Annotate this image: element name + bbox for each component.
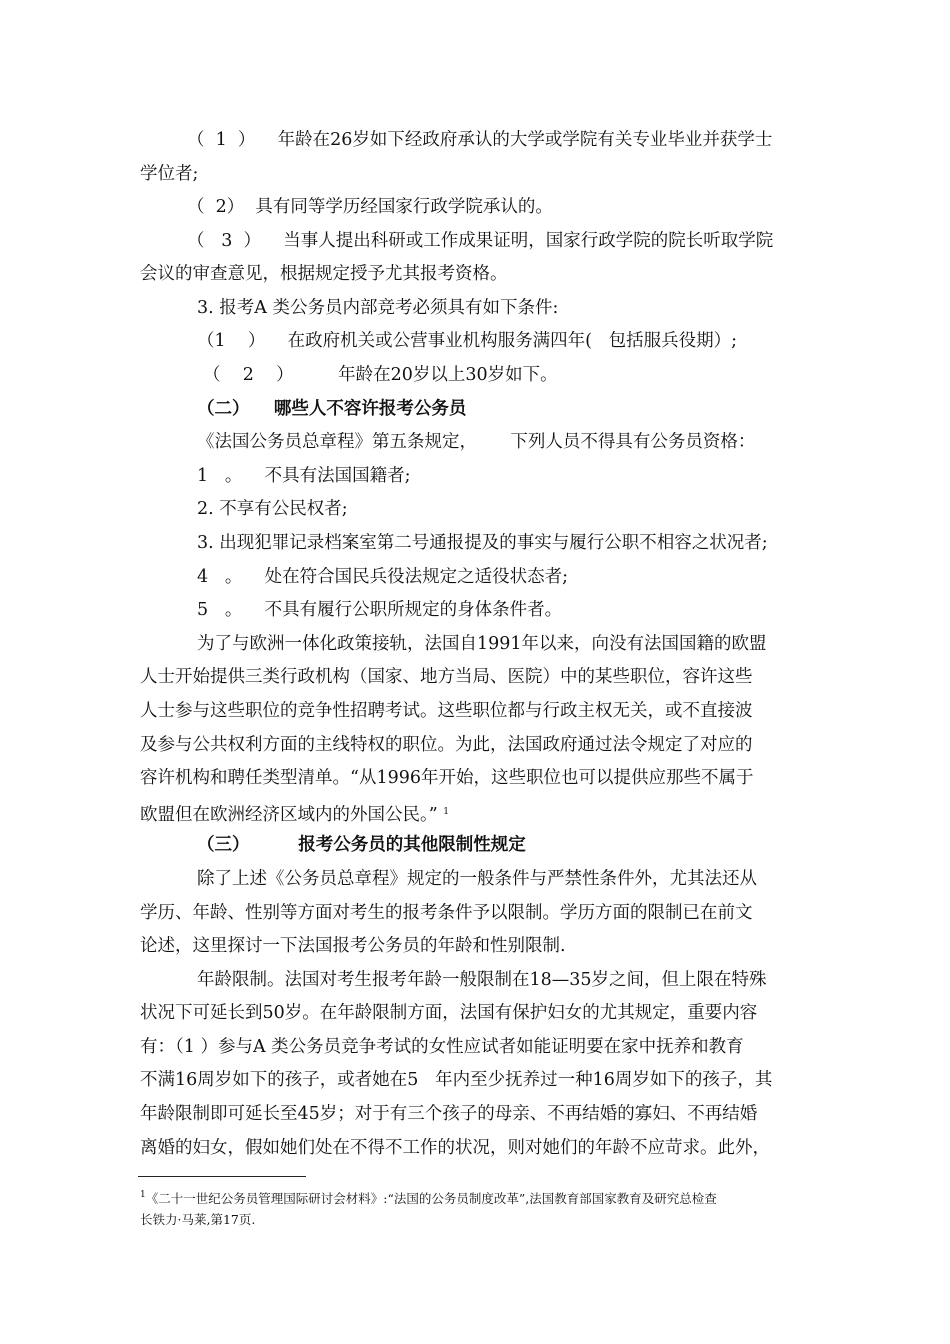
paragraph-line: 离婚的妇女，假如她们处在不得不工作的状况，则对她们的年龄不应苛求。此外，: [140, 1138, 770, 1158]
list-item: 5 。 不具有履行公职所规定的身体条件者。: [197, 600, 563, 620]
footnote-separator: [138, 1176, 306, 1177]
section-heading: （三） 报考公务员的其他限制性规定: [197, 835, 526, 855]
paragraph-line: [140, 800, 449, 827]
section-heading: （二） 哪些人不容许报考公务员: [197, 399, 467, 419]
paragraph-line: （ 2） 具有同等学历经国家行政学院承认的。: [187, 197, 553, 217]
paragraph-line: 年龄限制即可延长至45岁；对于有三个孩子的母亲、不再结婚的寡妇、不再结婚: [140, 1104, 758, 1124]
paragraph-line: 除了上述《公务员总章程》规定的一般条件与严禁性条件外，尤其法还从: [197, 869, 757, 889]
list-item: 3. 出现犯罪记录档案室第二号通报提及的事实与履行公职不相容之状况者;: [197, 533, 768, 553]
paragraph-line: 年龄限制。法国对考生报考年龄一般限制在18—35岁之间，但上限在特殊: [197, 970, 767, 990]
list-item: 2. 不享有公民权者;: [197, 499, 348, 519]
paragraph-text: 欧盟但在欧洲经济区域内的外国公民。”: [140, 805, 438, 825]
paragraph-line: 论述，这里探讨一下法国报考公务员的年龄和性别限制.: [140, 936, 566, 956]
paragraph-line: 《法国公务员总章程》第五条规定， 下列人员不得具有公务员资格：: [197, 432, 756, 452]
paragraph-line: （ 3 ） 当事人提出科研或工作成果证明，国家行政学院的院长听取学院: [187, 231, 774, 251]
paragraph-line: 为了与欧洲一体化政策接轨，法国自1991年以来，向没有法国国籍的欧盟: [197, 634, 767, 654]
paragraph-line: （ 2 ） 年龄在20岁以上30岁如下。: [203, 365, 558, 385]
paragraph-line: 人士参与这些职位的竞争性招聘考试。这些职位都与行政主权无关，或不直接波: [140, 701, 753, 721]
paragraph-line: 3. 报考A 类公务员内部竞考必须具有如下条件:: [197, 298, 559, 318]
list-item: 1 。 不具有法国国籍者;: [197, 466, 411, 486]
paragraph-line: 学历、年龄、性别等方面对考生的报考条件予以限制。学历方面的限制已在前文: [140, 903, 753, 923]
footnote: [140, 1186, 717, 1208]
paragraph-line: 容许机构和聘任类型清单。“从1996年开始，这些职位也可以提供应那些不属于: [140, 768, 754, 788]
footnote-mark: 1: [140, 1190, 146, 1200]
paragraph-line: （1 ） 在政府机关或公营事业机构服务满四年( 包括服兵役期）;: [197, 331, 738, 351]
paragraph-line: 人士开始提供三类行政机构（国家、地方当局、医院）中的某些职位，容许这些: [140, 667, 753, 687]
list-item: 4 。 处在符合国民兵役法规定之适役状态者;: [197, 567, 568, 587]
paragraph-line: 及参与公共权利方面的主线特权的职位。为此，法国政府通过法令规定了对应的: [140, 735, 753, 755]
paragraph-line: 不满16周岁如下的孩子，或者她在5 年内至少抚养过一种16周岁如下的孩子，其: [140, 1070, 773, 1090]
paragraph-line: 状况下可延长到50岁。在年龄限制方面，法国有保护妇女的尤其规定，重要内容: [140, 1003, 758, 1023]
footnote-continuation: 长铁力·马莱,第17页.: [140, 1212, 256, 1227]
paragraph-line: 学位者;: [140, 164, 199, 184]
paragraph-line: 有：（1 ）参与A 类公务员竞争考试的女性应试者如能证明要在家中抚养和教育: [140, 1037, 744, 1057]
footnote-text: 《二十一世纪公务员管理国际研讨会材料》:“法国的公务员制度改革”,法国教育部国家教育及研究总检查: [145, 1191, 717, 1206]
paragraph-line: 会议的审查意见，根据规定授予尤其报考资格。: [140, 264, 508, 284]
paragraph-line: （ 1 ） 年龄在26岁如下经政府承认的大学或学院有关专业毕业并获学士: [187, 130, 773, 150]
footnote-reference: 1: [443, 807, 450, 817]
